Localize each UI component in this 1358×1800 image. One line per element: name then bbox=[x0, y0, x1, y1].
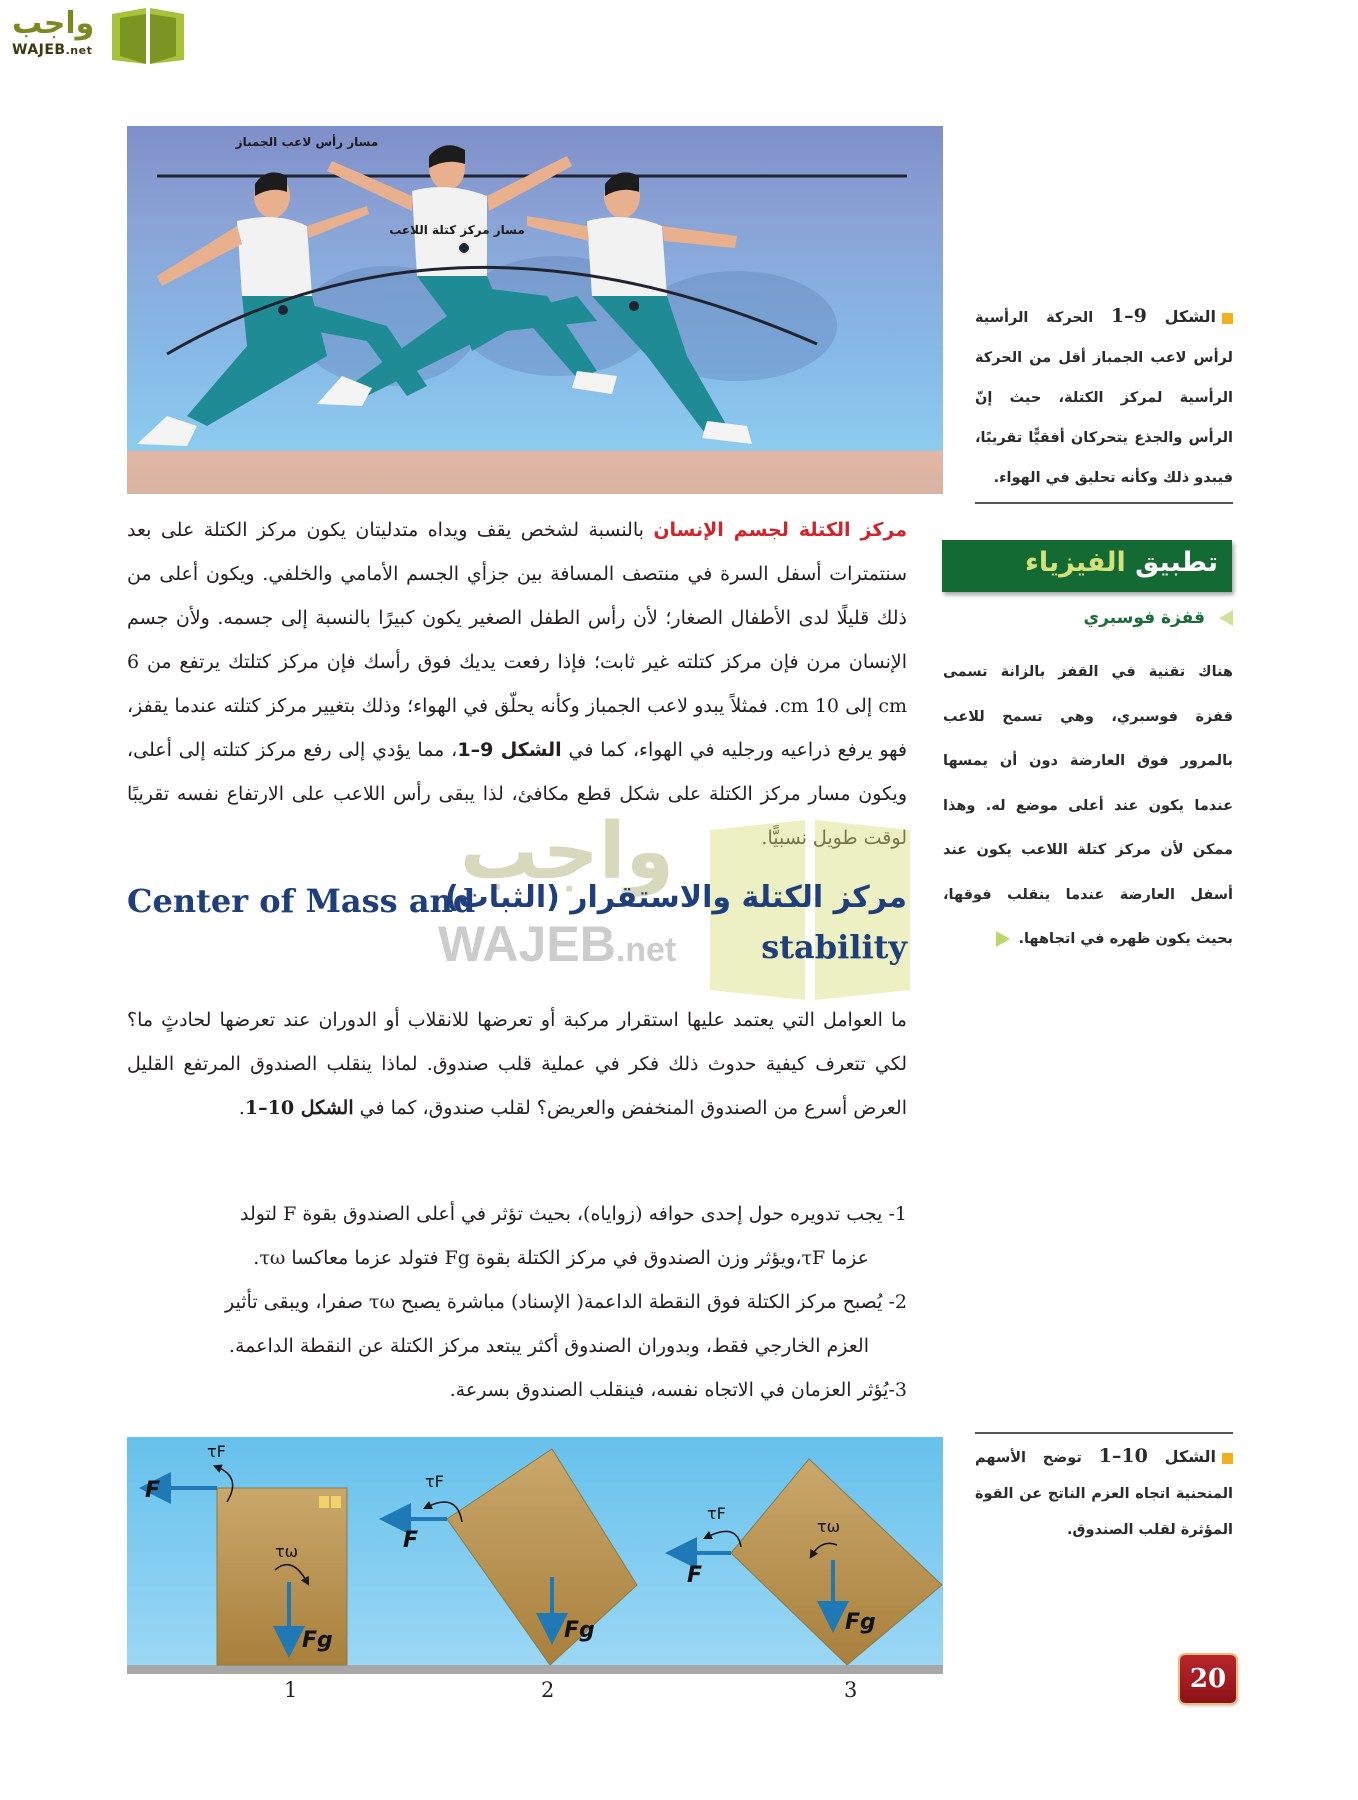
figure-reference: الشكل 9–1 bbox=[457, 739, 562, 761]
book-logo-icon bbox=[108, 4, 188, 66]
caption-square-icon bbox=[1222, 313, 1233, 324]
figure-1-9-caption bbox=[975, 296, 1233, 504]
physics-application-subtitle bbox=[1084, 608, 1234, 628]
triangle-right-icon bbox=[996, 931, 1010, 947]
torque-force-label: τF bbox=[207, 1442, 226, 1461]
step-number: 2- bbox=[888, 1291, 907, 1313]
torque-force-label: τF bbox=[425, 1472, 444, 1491]
banner-title-part2: الفيزياء bbox=[1025, 547, 1126, 578]
highlight-term: مركز الكتلة لجسم الإنسان bbox=[653, 519, 907, 541]
list-item bbox=[127, 1368, 907, 1412]
weight-label: Fg bbox=[845, 1610, 876, 1635]
banner-title-part1: تطبيق bbox=[1135, 547, 1218, 578]
step-line1: يُصبح مركز الكتلة فوق النقطة الداعمة( الإسناد) مباشرة يصبح τω صفرا، ويبقى تأثير bbox=[225, 1291, 883, 1313]
physics-application-banner bbox=[942, 540, 1232, 592]
paragraph-2-text: ما العوامل التي يعتمد عليها استقرار مركبة أو تعرضها للانقلاب أو الدوران عند تعرضها لحادثٍ ما؟ لكي تتعرف كيفية حدوث ذلك فكر في عملية قلب صندوق. لماذا ينقلب الصندوق المرتفع القليل العرض أسرع من الصندوق المنخفض والعريض؟ لقلب صندوق، كما في bbox=[127, 1009, 907, 1119]
paragraph-text-b: ، مما يؤدي إلى رفع مركز كتلته إلى أعلى، ويكون مسار مركز الكتلة على شكل قطع مكافئ، لذا يبقى رأس اللاعب على الارتفاع نفسه تقريبًا لوقت طويل نسبيًّا. bbox=[127, 739, 907, 849]
caption-number: 9–1 bbox=[1110, 305, 1147, 327]
page-number-badge: 20 bbox=[1180, 1655, 1236, 1703]
logo-arabic-text: واجب bbox=[12, 6, 95, 41]
caption-square-icon bbox=[1222, 1453, 1233, 1464]
caption-ref: الشكل bbox=[1164, 1447, 1216, 1466]
watermark-arabic: واجب bbox=[460, 807, 675, 897]
gymnast-figures bbox=[137, 145, 752, 446]
heading-arabic: مركز الكتلة والاستقرار (الثبات) bbox=[444, 880, 907, 915]
watermark-suffix: .net bbox=[615, 931, 677, 969]
figure-gymnast-center-of-mass bbox=[127, 126, 943, 494]
step-line2: عزما τF،ويؤثر وزن الصندوق في مركز الكتلة بقوة Fg فتولد عزما معاكسا τω. bbox=[253, 1247, 869, 1269]
panel-number: 2 bbox=[541, 1678, 555, 1702]
heading-english-line2: stability bbox=[761, 928, 907, 966]
caption-ref: الشكل bbox=[1164, 307, 1216, 326]
heading-english-line1: Center of Mass and bbox=[127, 882, 476, 920]
paragraph-2-end: . bbox=[238, 1097, 245, 1119]
figure-1-10-caption bbox=[975, 1432, 1233, 1548]
steps-list bbox=[127, 1192, 907, 1412]
force-label: F bbox=[687, 1563, 703, 1588]
step-number: 3- bbox=[888, 1379, 907, 1401]
step-line1: يُؤثر العزمان في الاتجاه نفسه، فينقلب الصندوق بسرعة. bbox=[449, 1379, 889, 1401]
section-heading bbox=[127, 880, 907, 990]
list-item bbox=[127, 1192, 907, 1236]
logo-latin-text bbox=[12, 42, 92, 58]
torque-weight-label: τω bbox=[817, 1517, 841, 1536]
caption-number: 10–1 bbox=[1098, 1445, 1148, 1467]
list-item bbox=[127, 1280, 907, 1324]
step-number: 1- bbox=[888, 1203, 907, 1225]
step-line1: يجب تدويره حول إحدى حوافه (زواياه)، بحيث تؤثر في أعلى الصندوق بقوة F لتولد bbox=[239, 1203, 883, 1225]
weight-label: Fg bbox=[564, 1618, 595, 1643]
panel-number: 3 bbox=[844, 1678, 858, 1702]
head-path-label: مسار رأس لاعب الجمباز bbox=[235, 135, 379, 149]
force-label: F bbox=[145, 1478, 161, 1503]
paragraph-text-a: بالنسبة لشخص يقف ويداه متدليتان يكون مركز الكتلة على بعد سنتمترات أسفل السرة في منتصف المسافة بين جزأي الجسم الأمامي والخلفي. ويكون أعلى من ذلك قليلًا لدى الأطفال الصغار؛ لأن رأس الطفل الصغير يكون كبيرًا بالنسبة إلى جسمه. ولأن جسم الإنسان مرن فإن مركز كتلته غير ثابت؛ فإذا رفعت يديك فوق رأسك فإن مركز كتلتك يرتفع من 6 cm إلى 10 cm. فمثلاً يبدو لاعب الجمباز وكأنه يحلّق في الهواء؛ وذلك بتغيير مركز كتلته عندما يقفز، فهو يرفع ذراعيه ورجليه في الهواء، كما في bbox=[127, 519, 908, 761]
torque-force-label: τF bbox=[707, 1504, 726, 1523]
caption-text: الحركة الرأسية لرأس لاعب الجمباز أقل من الحركة الرأسية لمركز الكتلة، حيث إنّ الرأس والجذع يتحركان أفقيًّا تقريبًا، فيبدو ذلك وكأنه تحليق في الهواء. bbox=[975, 310, 1233, 486]
figure-reference-2: الشكل 10–1 bbox=[244, 1097, 354, 1119]
subtitle-text: قفزة فوسبري bbox=[1083, 608, 1205, 628]
torque-weight-label: τω bbox=[275, 1542, 299, 1561]
watermark-latin-text: WAJEB bbox=[438, 916, 616, 972]
logo-suffix: .net bbox=[65, 44, 93, 57]
application-body-text: هناك تقنية في القفز بالزانة تسمى قفزة فوسبري، وهي تسمح للاعب بالمرور فوق العارضة دون أن يمسها عندما يكون عند أعلى موضع له. وهذا ممكن لأن مركز كتلة اللاعب يكون عند أسفل العارضة عندما ينقلب فوقها، بحيث يكون ظهره في اتجاهها. bbox=[943, 664, 1233, 947]
caption-text: توضح الأسهم المنحنية اتجاه العزم الناتج عن القوة المؤثرة لقلب الصندوق. bbox=[975, 1450, 1233, 1538]
panel-number: 1 bbox=[284, 1678, 298, 1702]
physics-application-body bbox=[943, 650, 1233, 962]
paragraph-human-center-of-mass bbox=[127, 508, 907, 860]
step-line2: العزم الخارجي فقط، وبدوران الصندوق أكثر يبتعد مركز الكتلة عن النقطة الداعمة. bbox=[228, 1335, 869, 1357]
force-label: F bbox=[403, 1528, 419, 1553]
figure-box-tipping bbox=[127, 1437, 943, 1674]
paragraph-stability-question bbox=[127, 998, 907, 1130]
logo-latin: WAJEB bbox=[12, 42, 66, 58]
triangle-left-icon bbox=[1219, 610, 1233, 626]
banner-title bbox=[1025, 547, 1218, 578]
weight-label: Fg bbox=[302, 1628, 333, 1653]
com-path-label: مسار مركز كتلة اللاعب bbox=[389, 223, 525, 237]
